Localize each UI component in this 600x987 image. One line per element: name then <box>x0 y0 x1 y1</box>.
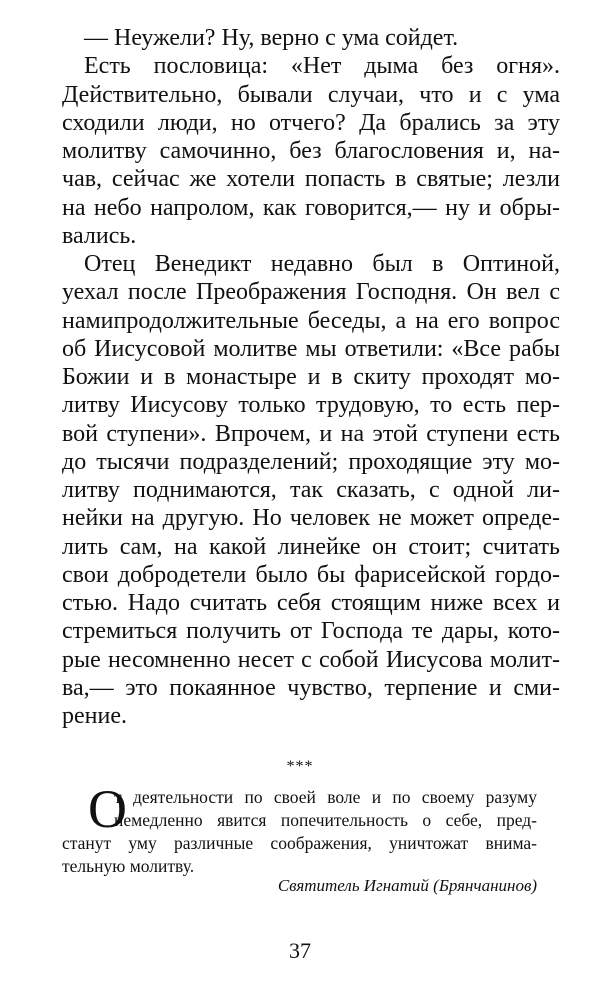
quote-attribution: Святитель Игнатий (Брянчанинов) <box>277 876 537 895</box>
text-line: об Иисусовой молитве мы ответили: «Все рабы <box>62 335 560 362</box>
text-line: вались. <box>62 222 137 249</box>
text-line: Божии и в монастыре и в скиту проходят мо- <box>62 364 560 390</box>
main-text <box>62 24 560 730</box>
text-line: литву Иисусову только трудовую, то есть пер- <box>62 392 560 419</box>
page-number: 37 <box>289 938 311 963</box>
text-line: Отец Венедикт недавно был в Оптиной, <box>84 251 560 277</box>
text-line: сходили люди, но отчего? Да брались за эту <box>62 109 560 136</box>
drop-cap: О <box>88 779 127 839</box>
text-line: — Неужели? Ну, верно с ума сойдет. <box>84 25 459 51</box>
text-line: намипродолжительные беседы, а на его вопрос <box>62 307 560 334</box>
text-line: чав, сейчас же хотели попасть в святые; лезли <box>62 166 560 193</box>
text-line: лить сам, на какой линейке он стоит; считать <box>62 533 560 560</box>
quote-line: тельную молитву. <box>62 856 195 876</box>
text-line: свои добродетели было бы фарисейской гордо- <box>62 561 560 588</box>
text-line: Действительно, бывали случаи, что и с ума <box>62 81 560 108</box>
text-line: ва,— это покаянное чувство, терпение и сми- <box>62 674 560 701</box>
quote-line: т деятельности по своей воле и по своему разуму <box>114 787 537 807</box>
text-line: рые несомненно несет с собой Иисусова молит- <box>62 646 560 673</box>
text-line: молитву самочинно, без благословения и, на- <box>62 138 560 164</box>
text-line: уехал после Преображения Господня. Он вел с <box>62 279 560 306</box>
epigraph-quote <box>62 779 537 878</box>
text-line: стью. Надо считать себя стоящим ниже всех и <box>62 590 560 616</box>
text-line: до тысячи подразделений; проходящие эту мо- <box>62 448 560 475</box>
text-line: стремиться получить от Господа те дары, кото- <box>62 618 560 645</box>
quote-line: немедленно явится попечительность о себе, пред- <box>114 810 537 830</box>
section-separator: *** <box>286 758 314 775</box>
text-line: рение. <box>62 703 127 729</box>
quote-line: станут уму различные соображения, уничтожат внима- <box>62 833 537 853</box>
text-line: литву поднимаются, так сказать, с одной ли- <box>62 477 560 503</box>
text-line: Есть пословица: «Нет дыма без огня». <box>84 53 560 80</box>
text-line: на небо напролом, как говорится,— ну и обры- <box>62 194 560 221</box>
text-line: вой ступени». Впрочем, и на этой ступени есть <box>62 420 560 447</box>
text-line: нейки на другую. Но человек не может опреде- <box>62 505 560 532</box>
